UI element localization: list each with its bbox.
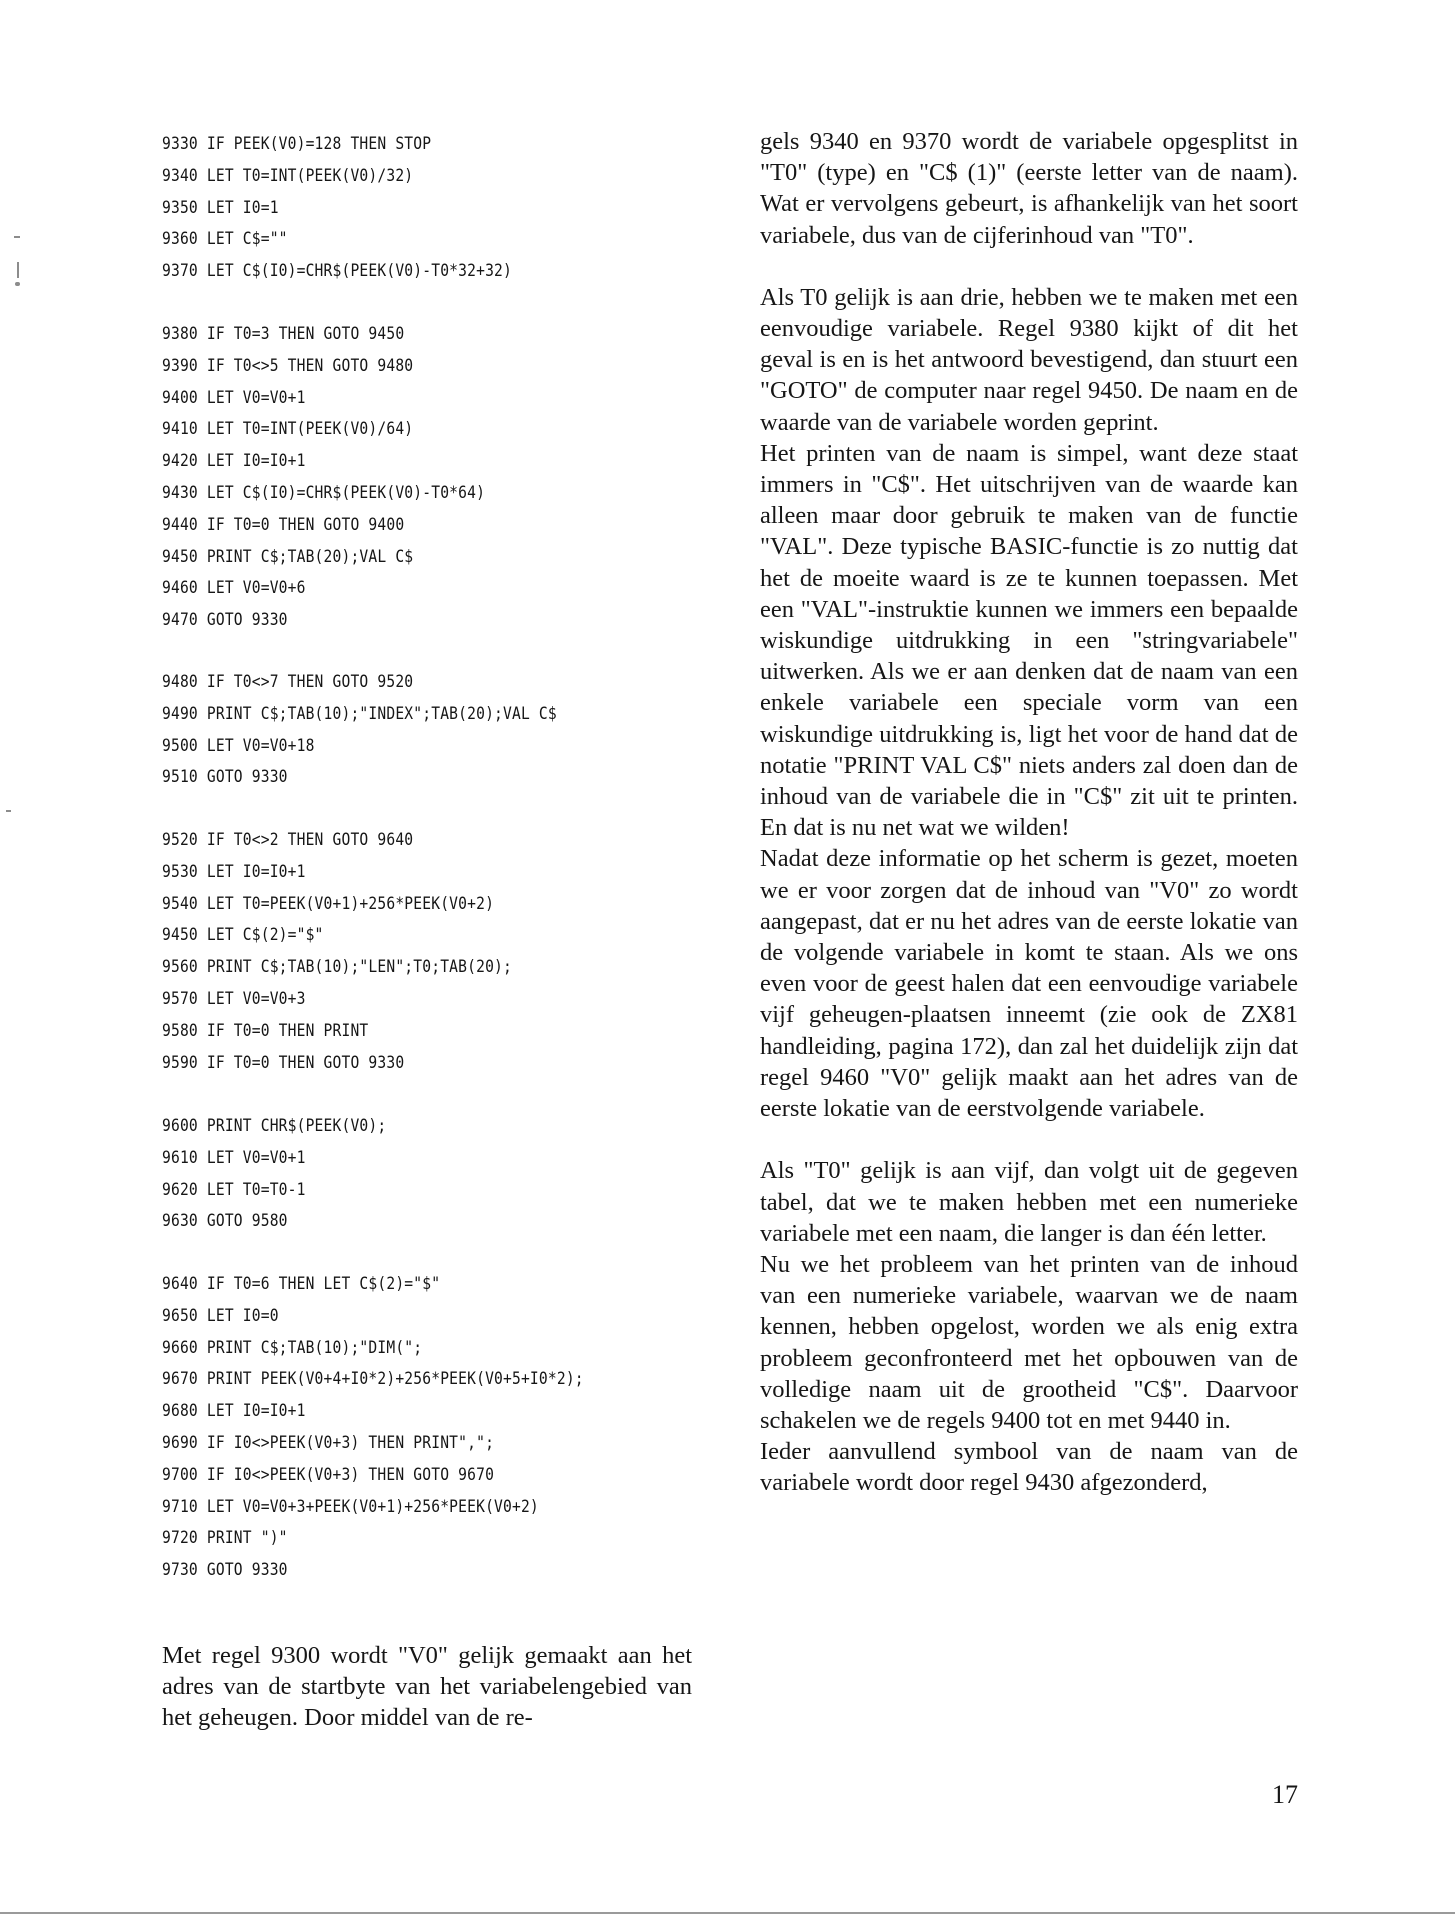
code-line: 9450 LET C$(2)="$": [162, 925, 324, 946]
code-line: 9440 IF T0=0 THEN GOTO 9400: [162, 514, 405, 535]
code-line: 9690 IF I0<>PEEK(V0+3) THEN PRINT",";: [162, 1432, 495, 1453]
right-column: [760, 126, 1298, 1499]
code-line: 9360 LET C$="": [162, 229, 288, 250]
code-line: 9570 LET V0=V0+3: [162, 988, 306, 1009]
code-block: [162, 129, 722, 288]
paragraph: Ieder aanvullend symbool van de naam van de variabele wordt door regel 9430 afgezonderd,: [760, 1438, 1298, 1497]
code-line: 9410 LET T0=INT(PEEK(V0)/64): [162, 419, 414, 440]
left-column-paragraph: Met regel 9300 wordt "V0" gelijk gemaakt aan het adres van de startbyte van het variabelengebied van het geheugen. Door middel van de re-: [162, 1642, 692, 1732]
paragraph: Als T0 gelijk is aan drie, hebben we te maken met een eenvoudige variabele. Regel 9380 kijkt of dit het geval is en is het antwoord bevestigend, dan stuurt een "GOTO" de computer naar regel 9450. De naam en de waarde van de variabele worden geprint.: [760, 283, 1298, 436]
code-block: [162, 825, 722, 1079]
paragraph: Als "T0" gelijk is aan vijf, dan volgt uit de gegeven tabel, dat we te maken hebben met een numerieke variabele met een naam, die langer is dan één letter.: [760, 1157, 1298, 1247]
code-line: 9610 LET V0=V0+1: [162, 1147, 306, 1168]
paragraph: Nu we het probleem van het printen van de inhoud van een numerieke variabele, waarvan we de naam kennen, hebben opgelost, worden we als enig extra probleem geconfronteerd met het opbouwen van de volledige naam uit de grootheid "C$". Daarvoor schakelen we de regels 9400 tot en met 9440 in.: [760, 1250, 1298, 1434]
code-block: [162, 667, 722, 794]
code-line: 9400 LET V0=V0+1: [162, 387, 306, 408]
code-line: 9640 IF T0=6 THEN LET C$(2)="$": [162, 1274, 441, 1294]
scan-speck: [15, 282, 20, 286]
code-line: 9530 LET I0=I0+1: [162, 861, 306, 882]
scan-speck: [14, 236, 20, 238]
code-line: 9700 IF I0<>PEEK(V0+3) THEN GOTO 9670: [162, 1464, 495, 1485]
code-line: 9500 LET V0=V0+18: [162, 735, 315, 756]
code-line: 9490 PRINT C$;TAB(10);"INDEX";TAB(20);VAL C$: [162, 703, 557, 724]
code-line: 9650 LET I0=0: [162, 1305, 279, 1326]
code-line: 9660 PRINT C$;TAB(10);"DIM(";: [162, 1337, 423, 1358]
code-line: 9630 GOTO 9580: [162, 1211, 288, 1232]
code-line: 9330 IF PEEK(V0)=128 THEN STOP: [162, 134, 432, 154]
code-line: 9540 LET T0=PEEK(V0+1)+256*PEEK(V0+2): [162, 893, 495, 914]
code-line: 9380 IF T0=3 THEN GOTO 9450: [162, 324, 405, 344]
code-line: 9600 PRINT CHR$(PEEK(V0);: [162, 1116, 387, 1136]
code-line: 9470 GOTO 9330: [162, 610, 288, 631]
code-line: 9450 PRINT C$;TAB(20);VAL C$: [162, 546, 414, 567]
code-block: [162, 319, 722, 637]
code-line: 9680 LET I0=I0+1: [162, 1401, 306, 1422]
scan-speck: [6, 810, 11, 812]
code-line: 9430 LET C$(I0)=CHR$(PEEK(V0)-T0*64): [162, 482, 486, 503]
code-block: [162, 1269, 722, 1587]
paragraph: Het printen van de naam is simpel, want deze staat immers in "C$". Het uitschrijven van de waarde kan alleen maar door gebruik te maken van de functie "VAL". Deze typische BASIC-functie is zo nuttig dat het de moeite waard is ze te kunnen toepassen. Met een "VAL"-instruktie kunnen we immers een bepaalde wiskundige uitdrukking in een "stringvariabele" uitwerken. Als we er aan denken dat de naam van een enkele variabele een speciale vorm van een wiskundige uitdrukking is, ligt het voor de hand dat de notatie "PRINT VAL C$" niets anders zal doen dan de inhoud van de variabele die in "C$" zit uit te printen. En dat is nu net wat we wilden!: [760, 439, 1298, 842]
code-block: [162, 1111, 722, 1238]
code-line: 9590 IF T0=0 THEN GOTO 9330: [162, 1052, 405, 1073]
code-line: 9350 LET I0=1: [162, 197, 279, 218]
code-line: 9730 GOTO 9330: [162, 1560, 288, 1581]
code-line: 9670 PRINT PEEK(V0+4+I0*2)+256*PEEK(V0+5+I0*2);: [162, 1369, 584, 1390]
code-line: 9580 IF T0=0 THEN PRINT: [162, 1020, 369, 1041]
page-number: 17: [1272, 1780, 1298, 1809]
code-line: 9370 LET C$(I0)=CHR$(PEEK(V0)-T0*32+32): [162, 261, 512, 282]
scan-speck: [17, 262, 19, 278]
code-line: 9340 LET T0=INT(PEEK(V0)/32): [162, 165, 414, 186]
code-line: 9710 LET V0=V0+3+PEEK(V0+1)+256*PEEK(V0+2): [162, 1496, 539, 1517]
paragraph: gels 9340 en 9370 wordt de variabele opgesplitst in "T0" (type) en "C$ (1)" (eerste letter van de naam). Wat er vervolgens gebeurt, is afhankelijk van het soort variabele, dus van de cijferinhoud van "T0".: [760, 128, 1298, 249]
code-line: 9460 LET V0=V0+6: [162, 578, 306, 599]
code-line: 9480 IF T0<>7 THEN GOTO 9520: [162, 672, 414, 692]
code-line: 9620 LET T0=T0-1: [162, 1179, 306, 1200]
paragraph: Nadat deze informatie op het scherm is gezet, moeten we er voor zorgen dat de inhoud van "V0" zo wordt aangepast, dat er nu het adres van de eerste lokatie van de volgende variabele in komt te staan. Als we ons even voor de geest halen dat een eenvoudige variabele vijf geheugen-plaatsen inneemt (zie ook de ZX81 handleiding, pagina 172), dan zal het duidelijk zijn dat regel 9460 "V0" gelijk maakt aan het adres van de eerste lokatie van de eerstvolgende variabele.: [760, 845, 1298, 1123]
code-line: 9720 PRINT ")": [162, 1528, 288, 1549]
code-line: 9390 IF T0<>5 THEN GOTO 9480: [162, 355, 414, 376]
code-line: 9520 IF T0<>2 THEN GOTO 9640: [162, 830, 414, 850]
code-line: 9510 GOTO 9330: [162, 767, 288, 788]
scan-edge-rule: [0, 1912, 1455, 1914]
code-line: 9560 PRINT C$;TAB(10);"LEN";T0;TAB(20);: [162, 957, 512, 978]
code-line: 9420 LET I0=I0+1: [162, 451, 306, 472]
